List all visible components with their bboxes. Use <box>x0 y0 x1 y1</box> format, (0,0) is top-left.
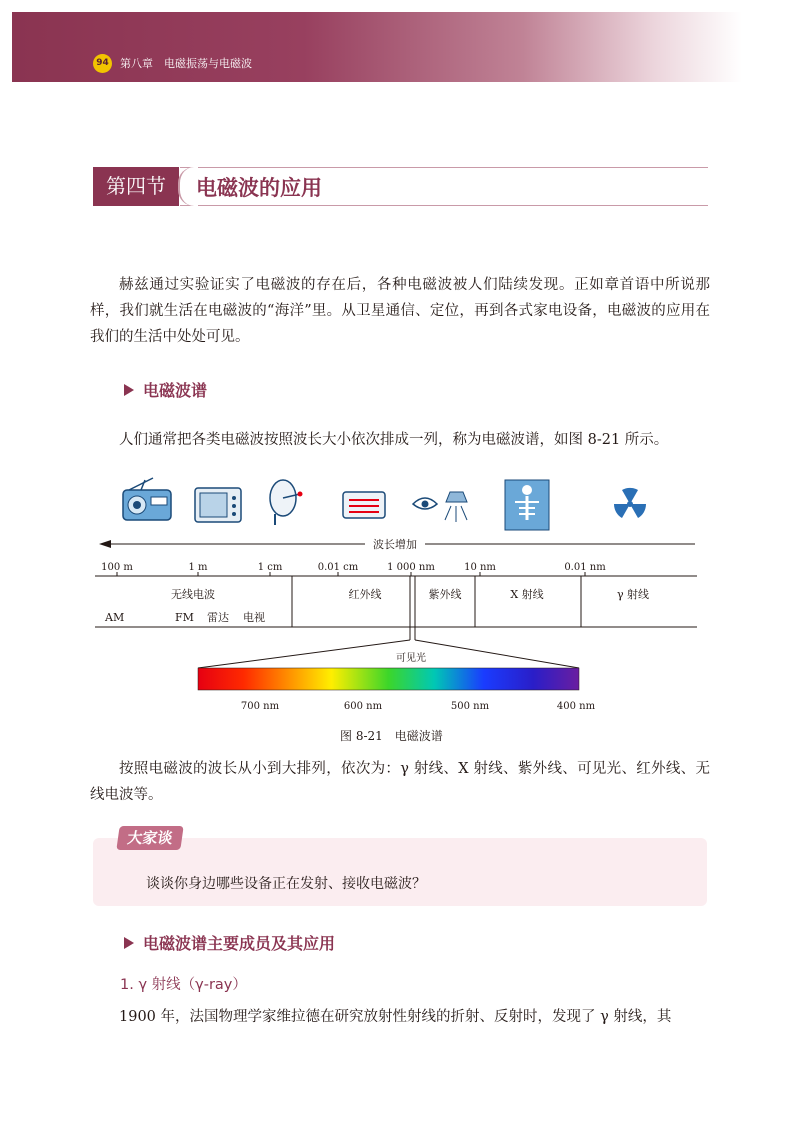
band-label: 紫外线 <box>428 588 462 601</box>
visible-tick: 600 nm <box>343 701 383 712</box>
scale-tick: 0.01 nm <box>564 562 606 573</box>
order-paragraph: 按照电磁波的波长从小到大排列，依次为：γ 射线、X 射线、紫外线、可见光、红外线、无线电波等。 <box>90 761 710 803</box>
radio-subband: 电视 <box>243 611 265 624</box>
heater-icon <box>343 492 385 518</box>
page-number: 94 <box>93 54 112 73</box>
discussion-question: 谈谈你身边哪些设备正在发射、接收电磁波？ <box>146 876 426 892</box>
visible-tick: 500 nm <box>450 701 490 712</box>
band-label: γ 射线 <box>616 588 650 601</box>
item-1-paragraph: 1900 年，法国物理学家维拉德在研究放射性射线的折射、反射时，发现了 γ 射线，其 <box>119 1009 672 1025</box>
radio-subband: FM <box>175 611 194 624</box>
microwave-oven-icon <box>195 488 241 522</box>
subheading-spectrum: 电磁波谱 <box>143 381 208 400</box>
subheading-arrow-icon <box>124 384 134 396</box>
chapter-title: 第八章 电磁振荡与电磁波 <box>120 57 252 70</box>
subheading-arrow-icon <box>124 937 134 949</box>
visible-light-label: 可见光 <box>396 653 426 664</box>
discussion-box <box>93 838 707 906</box>
discussion-label: 大家谈 <box>116 826 183 850</box>
scale-tick: 1 cm <box>257 562 283 573</box>
chapter-header-band <box>12 12 742 82</box>
scale-tick: 1 m <box>188 562 208 573</box>
visible-tick: 700 nm <box>240 701 280 712</box>
em-spectrum-figure <box>95 470 705 720</box>
visible-spectrum-bar <box>198 668 579 690</box>
band-label: 无线电波 <box>171 588 215 601</box>
section-title-tab <box>178 167 198 206</box>
scale-tick: 1 000 nm <box>387 562 435 573</box>
satellite-dish-icon <box>270 480 303 525</box>
eye-uv-lamp-icon <box>413 492 467 522</box>
scale-tick: 10 nm <box>464 562 496 573</box>
radiation-icon <box>614 488 646 518</box>
scale-tick: 100 m <box>101 562 133 573</box>
arrow-label: 波长增加 <box>373 538 417 551</box>
band-label: 红外线 <box>348 588 382 601</box>
xray-body-icon <box>505 480 549 530</box>
section-number-label: 第四节 <box>93 167 179 206</box>
subheading-members: 电磁波谱主要成员及其应用 <box>143 934 336 953</box>
radio-icon <box>123 478 171 520</box>
section-title-bottom-rule <box>180 205 708 206</box>
figure-caption: 图 8-21 电磁波谱 <box>340 729 443 743</box>
section-title: 电磁波的应用 <box>196 176 322 200</box>
band-label: X 射线 <box>510 588 544 601</box>
item-1-heading: 1. γ 射线（γ-ray） <box>120 977 247 993</box>
intro-paragraph: 赫兹通过实验证实了电磁波的存在后，各种电磁波被人们陆续发现。正如章首语中所说那样，我们就生活在电磁波的“海洋”里。从卫星通信、定位，再到各式家电设备，电磁波的应用在我们的生活中处处可见。 <box>90 277 710 345</box>
radio-subband: 雷达 <box>207 611 229 624</box>
radio-subband: AM <box>105 611 125 624</box>
scale-tick: 0.01 cm <box>317 562 359 573</box>
spectrum-paragraph: 人们通常把各类电磁波按照波长大小依次排成一列，称为电磁波谱，如图 8-21 所示。 <box>119 432 669 448</box>
section-title-top-rule <box>180 167 708 168</box>
visible-tick: 400 nm <box>556 701 596 712</box>
